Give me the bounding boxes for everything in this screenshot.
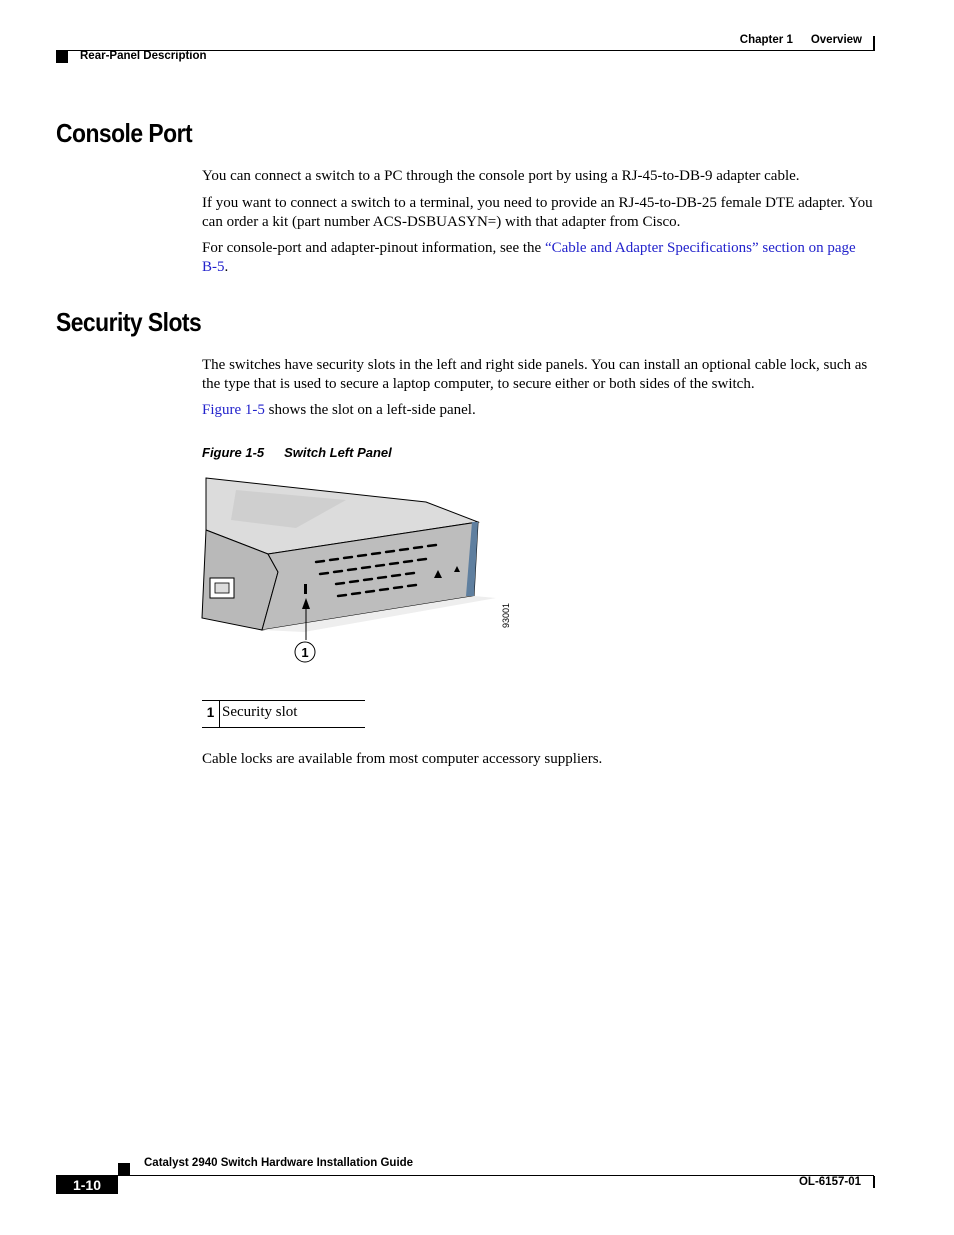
- footer-doc-number: OL-6157-01: [798, 1176, 861, 1188]
- footer-marker: [118, 1163, 130, 1175]
- console-paragraph-3: [202, 239, 874, 277]
- console-p3-suffix: .: [224, 259, 229, 275]
- chapter-title: Overview: [810, 34, 862, 46]
- security-slot: [304, 584, 307, 594]
- header-chapter: [700, 34, 862, 46]
- cable-specs-link[interactable]: “Cable and Adapter Specifications” section on page B-5: [202, 240, 856, 275]
- figure-title: Switch Left Panel: [284, 445, 392, 460]
- switch-left-panel-figure: [196, 472, 526, 672]
- heading-security-slots: Security Slots: [56, 307, 202, 337]
- console-paragraph-1: You can connect a switch to a PC through the console port by using a RJ-45-to-DB-9 adapter cable.: [202, 168, 800, 184]
- heading-console-port: Console Port: [56, 118, 193, 148]
- security-p2-suffix: shows the slot on a left-side panel.: [264, 402, 476, 418]
- console-port-jack: [215, 583, 229, 593]
- header-section: Rear-Panel Description: [80, 50, 207, 62]
- figure-label: Figure 1-5: [202, 445, 265, 460]
- chapter-number: Chapter 1: [739, 34, 793, 46]
- footer-page-number: 1-10: [56, 1176, 118, 1194]
- header-bar: [873, 36, 875, 51]
- footer-rule: [56, 1175, 874, 1176]
- security-paragraph-1: The switches have security slots in the left and right side panels. You can install an optional cable lock, such as the type that is used to secure a laptop computer, to secure either or both sides of the switch.: [202, 357, 868, 392]
- security-paragraph-2: [202, 401, 874, 420]
- callout-number: 1: [301, 645, 309, 660]
- console-paragraph-2: If you want to connect a switch to a terminal, you need to provide an RJ-45-to-DB-25 female DTE adapter. You can order a kit (part number ACS-DSBUASYN=) with that adapter from Cisco.: [202, 195, 873, 230]
- legend-number: 1: [202, 701, 220, 727]
- security-paragraph-3: Cable locks are available from most computer accessory suppliers.: [202, 751, 603, 767]
- header-marker: [56, 51, 68, 63]
- figure-caption: [202, 445, 392, 460]
- footer-guide-title: Catalyst 2940 Switch Hardware Installation Guide: [144, 1157, 414, 1169]
- legend-text: Security slot: [222, 704, 298, 720]
- footer-bar: [873, 1176, 875, 1188]
- figure-legend-table: [202, 700, 365, 728]
- figure-link[interactable]: Figure 1-5: [202, 402, 265, 418]
- console-p3-prefix: For console-port and adapter-pinout information, see the: [202, 240, 545, 256]
- figure-art-id: 93001: [501, 602, 511, 628]
